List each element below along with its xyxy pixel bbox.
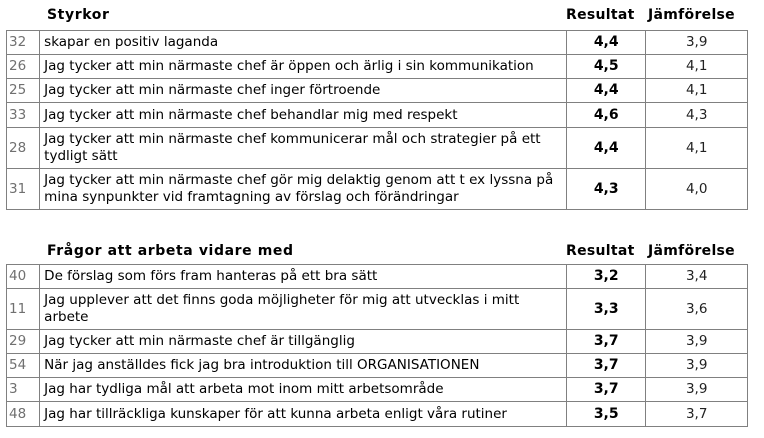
- table-row: [7, 402, 748, 427]
- strengths-header: [0, 0, 764, 32]
- result-value: 3,7: [567, 378, 646, 402]
- table-row: [7, 31, 748, 55]
- question-text: Jag tycker att min närmaste chef kommunicerar mål och strategier på ett tydligt sätt: [40, 128, 567, 169]
- compare-value: 3,9: [646, 378, 748, 402]
- table-row: [7, 55, 748, 79]
- question-number: 40: [7, 265, 40, 289]
- result-value: 4,6: [567, 103, 646, 128]
- compare-value: 4,1: [646, 55, 748, 79]
- question-text: Jag upplever att det finns goda möjligheter för mig att utvecklas i mitt arbete: [40, 289, 567, 330]
- result-column-header: Resultat: [566, 243, 635, 259]
- table-row: [7, 169, 748, 210]
- question-text: Jag tycker att min närmaste chef gör mig delaktig genom att t ex lyssna på mina synpunkter vid framtagning av förslag och förändringar: [40, 169, 567, 210]
- question-number: 26: [7, 55, 40, 79]
- improvement-section: [0, 236, 764, 422]
- compare-value: 3,4: [646, 265, 748, 289]
- question-text: Jag tycker att min närmaste chef är tillgänglig: [40, 330, 567, 354]
- improvement-table: [6, 264, 748, 427]
- question-number: 48: [7, 402, 40, 427]
- table-row: [7, 265, 748, 289]
- question-number: 31: [7, 169, 40, 210]
- result-value: 4,3: [567, 169, 646, 210]
- question-number: 29: [7, 330, 40, 354]
- question-number: 25: [7, 79, 40, 103]
- strengths-section: [0, 0, 764, 205]
- question-text: skapar en positiv laganda: [40, 31, 567, 55]
- compare-value: 4,3: [646, 103, 748, 128]
- section-title: Styrkor: [47, 7, 110, 23]
- question-number: 33: [7, 103, 40, 128]
- question-text: När jag anställdes fick jag bra introduktion till ORGANISATIONEN: [40, 354, 567, 378]
- result-value: 4,4: [567, 79, 646, 103]
- question-number: 32: [7, 31, 40, 55]
- compare-column-header: Jämförelse: [648, 243, 735, 259]
- question-text: De förslag som förs fram hanteras på ett bra sätt: [40, 265, 567, 289]
- compare-column-header: Jämförelse: [648, 7, 735, 23]
- table-row: [7, 79, 748, 103]
- result-column-header: Resultat: [566, 7, 635, 23]
- compare-value: 3,9: [646, 354, 748, 378]
- compare-value: 3,9: [646, 31, 748, 55]
- result-value: 4,4: [567, 128, 646, 169]
- result-value: 3,2: [567, 265, 646, 289]
- result-value: 4,5: [567, 55, 646, 79]
- result-value: 3,5: [567, 402, 646, 427]
- question-text: Jag har tillräckliga kunskaper för att kunna arbeta enligt våra rutiner: [40, 402, 567, 427]
- compare-value: 4,1: [646, 79, 748, 103]
- compare-value: 3,6: [646, 289, 748, 330]
- result-value: 4,4: [567, 31, 646, 55]
- table-row: [7, 330, 748, 354]
- question-text: Jag tycker att min närmaste chef behandlar mig med respekt: [40, 103, 567, 128]
- question-number: 11: [7, 289, 40, 330]
- table-row: [7, 378, 748, 402]
- table-row: [7, 128, 748, 169]
- compare-value: 3,9: [646, 330, 748, 354]
- table-row: [7, 289, 748, 330]
- result-value: 3,7: [567, 354, 646, 378]
- section-title: Frågor att arbeta vidare med: [47, 243, 294, 259]
- table-row: [7, 354, 748, 378]
- result-value: 3,3: [567, 289, 646, 330]
- question-number: 3: [7, 378, 40, 402]
- question-text: Jag tycker att min närmaste chef inger förtroende: [40, 79, 567, 103]
- compare-value: 4,0: [646, 169, 748, 210]
- compare-value: 4,1: [646, 128, 748, 169]
- question-text: Jag har tydliga mål att arbeta mot inom mitt arbetsområde: [40, 378, 567, 402]
- question-number: 54: [7, 354, 40, 378]
- strengths-table: [6, 30, 748, 210]
- result-value: 3,7: [567, 330, 646, 354]
- question-text: Jag tycker att min närmaste chef är öppen och ärlig i sin kommunikation: [40, 55, 567, 79]
- table-row: [7, 103, 748, 128]
- compare-value: 3,7: [646, 402, 748, 427]
- question-number: 28: [7, 128, 40, 169]
